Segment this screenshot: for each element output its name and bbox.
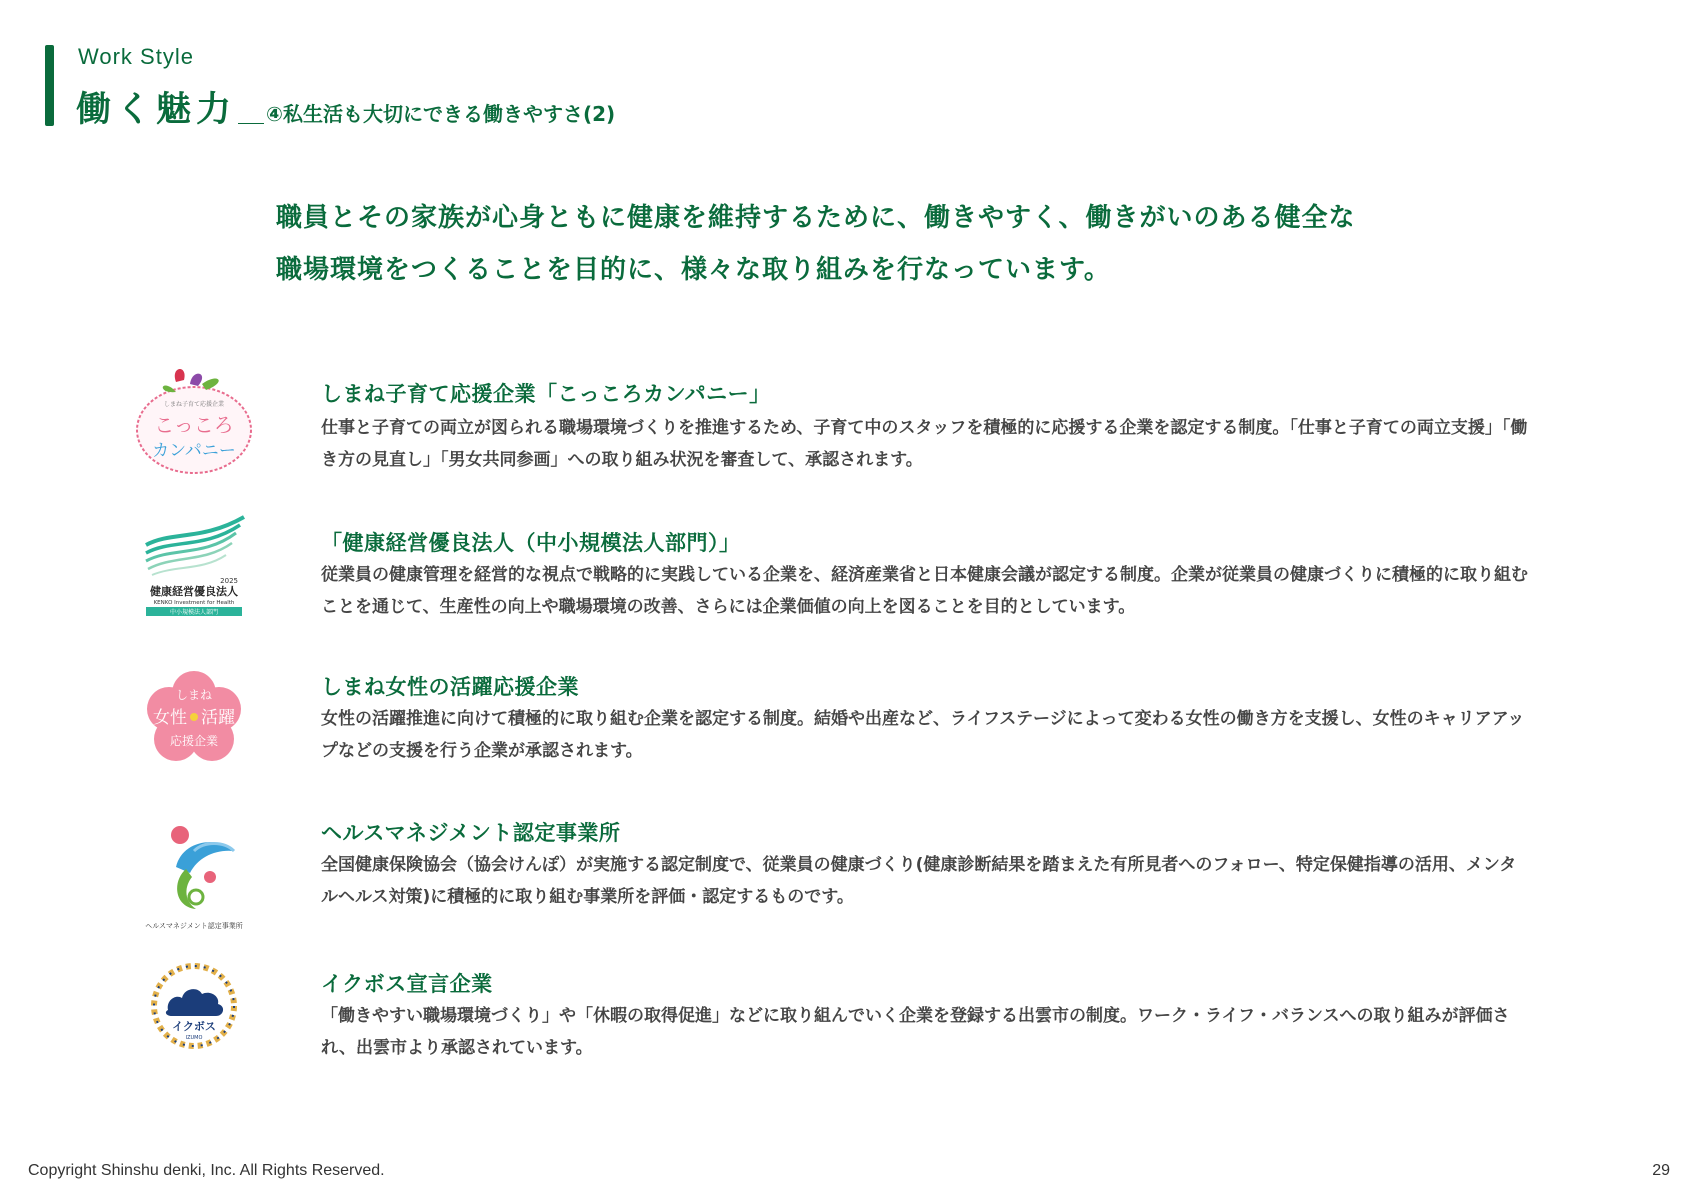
page-title-separator: ＿	[238, 98, 265, 128]
shimane-women-logo	[132, 657, 256, 781]
svg-text:こっころ: こっころ	[154, 413, 234, 437]
svg-text:応援企業: 応援企業	[169, 734, 219, 748]
svg-text:健康経営優良法人: 健康経営優良法人	[150, 585, 238, 598]
header-accent-bar	[45, 45, 54, 126]
page-number: 29	[1652, 1162, 1670, 1179]
kenko-keiei-logo	[132, 501, 256, 625]
lead-line-2: 職場環境をつくることを目的に、様々な取り組みを行なっています。	[276, 255, 1111, 285]
page-title	[76, 82, 615, 132]
svg-text:KENKO Investment for Health: KENKO Investment for Health	[153, 600, 235, 606]
certification-description: 仕事と子育ての両立が図られる職場環境づくりを推進するため、子育て中のスタッフを積極的に応援する企業を認定する制度。「仕事と子育ての両立支援」「働き方の見直し」「男女共同参画」への取り組み状況を審査して、承認されます。	[321, 418, 1528, 470]
header-subtitle-en: Work Style	[78, 44, 194, 69]
certification-description: 「働きやすい職場環境づくり」や「休暇の取得促進」などに取り組んでいく企業を登録する出雲市の制度。ワーク・ライフ・バランスへの取り組みが評価され、出雲市より承認されています。	[321, 1006, 1510, 1058]
svg-text:IZUMO: IZUMO	[185, 1035, 203, 1041]
svg-text:イクボス: イクボス	[172, 1020, 216, 1033]
svg-text:しまね子育て応援企業: しまね子育て応援企業	[163, 401, 225, 408]
certification-title: しまね子育て応援企業「こっころカンパニー」	[321, 382, 771, 406]
svg-text:ヘルスマネジメント認定事業所: ヘルスマネジメント認定事業所	[145, 922, 243, 930]
svg-text:2025: 2025	[220, 577, 238, 585]
certification-description: 従業員の健康管理を経営的な視点で戦略的に実践している企業を、経済産業省と日本健康会議が認定する制度。企業が従業員の健康づくりに積極的に取り組むことを通じて、生産性の向上や職場環境の改善、さらには企業価値の向上を図ることを目的としています。	[321, 565, 1528, 617]
svg-text:活躍: 活躍	[201, 708, 235, 728]
lead-text	[276, 192, 1516, 296]
certification-description: 全国健康保険協会（協会けんぽ）が実施する認定制度で、従業員の健康づくり(健康診断結果を踏まえた有所見者へのフォロー、特定保健指導の活用、メンタルヘルス対策)に積極的に取り組む事業所を評価・認定するものです。	[321, 855, 1517, 907]
certification-title: しまね女性の活躍応援企業	[321, 675, 579, 699]
svg-text:中小規模法人部門: 中小規模法人部門	[169, 609, 219, 616]
footer-copyright: Copyright Shinshu denki, Inc. All Rights Reserved.	[28, 1162, 385, 1179]
svg-text:しまね: しまね	[175, 688, 213, 702]
certification-title: 「健康経営優良法人（中小規模法人部門）」	[321, 531, 741, 555]
lead-line-1: 職員とその家族が心身ともに健康を維持するために、働きやすく、働きがいのある健全な	[276, 203, 1356, 233]
health-management-logo	[132, 811, 256, 935]
ikuboss-logo	[132, 944, 256, 1068]
certification-title: イクボス宣言企業	[321, 972, 493, 996]
certification-title: ヘルスマネジメント認定事業所	[321, 821, 621, 845]
svg-text:カンパニー: カンパニー	[152, 441, 236, 461]
certification-description: 女性の活躍推進に向けて積極的に取り組む企業を認定する制度。結婚や出産など、ライフステージによって変わる女性の働き方を支援し、女性のキャリアアップなどの支援を行う企業が承認されます。	[321, 709, 1525, 761]
page-title-sub: ④私生活も大切にできる働きやすさ(2)	[266, 102, 616, 126]
svg-text:女性: 女性	[153, 708, 187, 728]
page-title-main: 働く魅力	[76, 90, 237, 130]
kokkoro-company-logo	[132, 360, 256, 484]
